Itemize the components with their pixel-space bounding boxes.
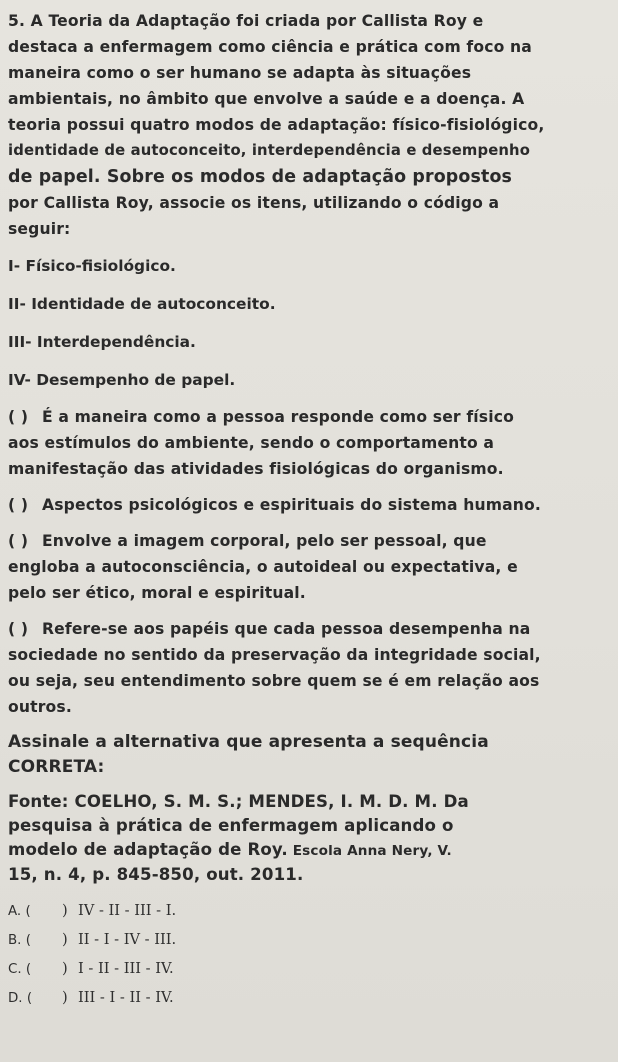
- statement-line: destaca a enfermagem como ciência e prática com foco na: [8, 38, 532, 56]
- answer-blank[interactable]: ( ): [8, 496, 29, 514]
- association-line: outros.: [8, 698, 72, 716]
- option-b[interactable]: [8, 926, 614, 955]
- mode-item: IV- Desempenho de papel.: [8, 371, 236, 389]
- answer-blank[interactable]: ( ): [8, 620, 29, 638]
- association-line: pelo ser ético, moral e espiritual.: [8, 584, 306, 602]
- citation-journal: Escola Anna Nery, V.: [287, 843, 452, 859]
- statement-line: identidade de autoconceito, interdependência e desempenho: [8, 142, 531, 159]
- statement-line: ambientais, no âmbito que envolve a saúde e a doença. A: [8, 90, 525, 108]
- option-text: I - II - III - IV.: [78, 960, 174, 977]
- association-text: Envolve a imagem corporal, pelo ser pessoal, que: [42, 532, 487, 550]
- instruction-line: Assinale a alternativa que apresenta a sequência: [8, 732, 489, 752]
- option-text: IV - II - III - I.: [78, 902, 177, 919]
- association-line: manifestação das atividades fisiológicas do organismo.: [8, 460, 504, 478]
- association-line: [8, 404, 614, 430]
- mode-item: III- Interdependência.: [8, 333, 196, 351]
- association-item: [8, 616, 614, 720]
- association-item: [8, 528, 614, 606]
- option-d[interactable]: [8, 984, 614, 1013]
- option-letter[interactable]: C. (: [8, 962, 32, 977]
- answer-blank[interactable]: ( ): [8, 532, 29, 550]
- answer-blank[interactable]: ( ): [8, 408, 29, 426]
- source-citation: [8, 790, 614, 887]
- statement-line: maneira como o ser humano se adapta às situações: [8, 64, 472, 82]
- option-paren: ): [62, 960, 68, 977]
- option-paren: ): [62, 902, 68, 919]
- answer-options: [8, 897, 614, 1013]
- association-text: É a maneira como a pessoa responde como ser físico: [42, 408, 514, 426]
- association-text: Refere-se aos papéis que cada pessoa desempenha na: [42, 620, 531, 638]
- association-statements: [8, 404, 614, 720]
- mode-item: II- Identidade de autoconceito.: [8, 295, 276, 313]
- option-letter[interactable]: B. (: [8, 933, 31, 948]
- instruction-text: [8, 730, 614, 780]
- statement-line: por Callista Roy, associe os itens, utilizando o código a: [8, 194, 500, 212]
- option-text: III - I - II - IV.: [78, 989, 174, 1006]
- option-letter[interactable]: D. (: [8, 991, 33, 1006]
- option-paren: ): [62, 931, 68, 948]
- citation-line: [8, 838, 614, 863]
- citation-line: 15, n. 4, p. 845-850, out. 2011.: [8, 865, 304, 884]
- association-item: [8, 492, 614, 518]
- association-line: aos estímulos do ambiente, sendo o comportamento a: [8, 434, 495, 452]
- option-letter[interactable]: A. (: [8, 904, 31, 919]
- option-paren: ): [62, 989, 68, 1006]
- citation-line: pesquisa à prática de enfermagem aplicando o: [8, 816, 454, 835]
- statement-line: seguir:: [8, 220, 71, 238]
- instruction-line: CORRETA:: [8, 757, 105, 777]
- citation-title: modelo de adaptação de Roy.: [8, 840, 288, 859]
- association-line: [8, 528, 614, 554]
- statement-line: teoria possui quatro modos de adaptação: físico-fisiológico,: [8, 116, 545, 134]
- mode-item: I- Físico-fisiológico.: [8, 257, 176, 275]
- citation-line: Fonte: COELHO, S. M. S.; MENDES, I. M. D. M. Da: [8, 792, 469, 811]
- association-text: Aspectos psicológicos e espirituais do sistema humano.: [42, 496, 541, 514]
- statement-line: de papel. Sobre os modos de adaptação propostos: [8, 167, 513, 187]
- association-line: [8, 492, 614, 518]
- association-line: ou seja, seu entendimento sobre quem se é em relação aos: [8, 672, 540, 690]
- adaptation-modes-list: [8, 252, 614, 394]
- option-text: II - I - IV - III.: [78, 931, 177, 948]
- association-line: [8, 616, 614, 642]
- question-statement: [8, 8, 614, 242]
- association-line: sociedade no sentido da preservação da integridade social,: [8, 646, 541, 664]
- association-item: [8, 404, 614, 482]
- option-c[interactable]: [8, 955, 614, 984]
- statement-line: 5. A Teoria da Adaptação foi criada por Callista Roy e: [8, 12, 484, 30]
- option-a[interactable]: [8, 897, 614, 926]
- association-line: engloba a autoconsciência, o autoideal ou expectativa, e: [8, 558, 518, 576]
